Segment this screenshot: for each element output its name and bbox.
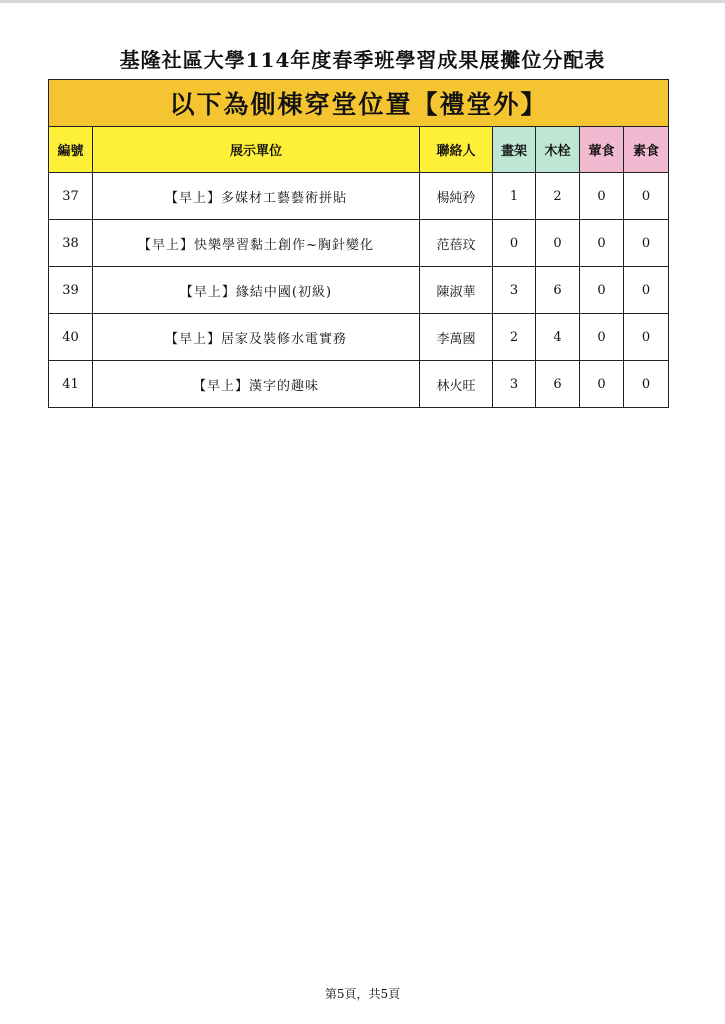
row-unit: 【早上】漢字的趣味: [93, 361, 420, 408]
booth-allocation-table: [48, 79, 669, 408]
row-contact: 陳淑華: [420, 267, 493, 314]
row-pallet: 2: [536, 173, 580, 220]
table-row: [49, 220, 669, 267]
table-row: [49, 173, 669, 220]
header-number: 編號: [49, 127, 93, 173]
row-meat-meal: 0: [580, 220, 624, 267]
page-top-border: [0, 0, 725, 3]
row-veg-meal: 0: [624, 361, 669, 408]
row-easel: 2: [493, 314, 536, 361]
row-pallet: 0: [536, 220, 580, 267]
row-number: 39: [49, 267, 93, 314]
row-easel: 1: [493, 173, 536, 220]
row-number: 40: [49, 314, 93, 361]
row-pallet: 4: [536, 314, 580, 361]
banner-row: [49, 80, 669, 127]
row-number: 38: [49, 220, 93, 267]
table-row: [49, 314, 669, 361]
header-unit: 展示單位: [93, 127, 420, 173]
row-meat-meal: 0: [580, 361, 624, 408]
row-veg-meal: 0: [624, 314, 669, 361]
page-number: 第5頁，共5頁: [324, 987, 401, 1001]
header-meat-meal: 葷食: [580, 127, 624, 173]
row-contact: 楊純矜: [420, 173, 493, 220]
header-pallet: 木栓: [536, 127, 580, 173]
table-row: [49, 267, 669, 314]
header-veg-meal: 素食: [624, 127, 669, 173]
row-unit: 【早上】居家及裝修水電實務: [93, 314, 420, 361]
row-number: 37: [49, 173, 93, 220]
document-title: 基隆社區大學114年度春季班學習成果展攤位分配表: [119, 48, 606, 72]
header-easel: 畫架: [493, 127, 536, 173]
row-meat-meal: 0: [580, 314, 624, 361]
row-pallet: 6: [536, 361, 580, 408]
row-pallet: 6: [536, 267, 580, 314]
row-contact: 范蓓玟: [420, 220, 493, 267]
row-unit: 【早上】多媒材工藝藝術拼貼: [93, 173, 420, 220]
row-unit: 【早上】緣結中國(初級): [93, 267, 420, 314]
header-row: [49, 127, 669, 173]
row-easel: 3: [493, 361, 536, 408]
row-number: 41: [49, 361, 93, 408]
row-meat-meal: 0: [580, 267, 624, 314]
table-row: [49, 361, 669, 408]
row-contact: 李萬國: [420, 314, 493, 361]
row-veg-meal: 0: [624, 220, 669, 267]
row-easel: 0: [493, 220, 536, 267]
row-veg-meal: 0: [624, 267, 669, 314]
row-unit: 【早上】快樂學習黏土創作~胸針變化: [93, 220, 420, 267]
row-meat-meal: 0: [580, 173, 624, 220]
row-easel: 3: [493, 267, 536, 314]
row-veg-meal: 0: [624, 173, 669, 220]
header-contact: 聯絡人: [420, 127, 493, 173]
row-contact: 林火旺: [420, 361, 493, 408]
location-banner: 以下為側棟穿堂位置【禮堂外】: [49, 80, 669, 127]
